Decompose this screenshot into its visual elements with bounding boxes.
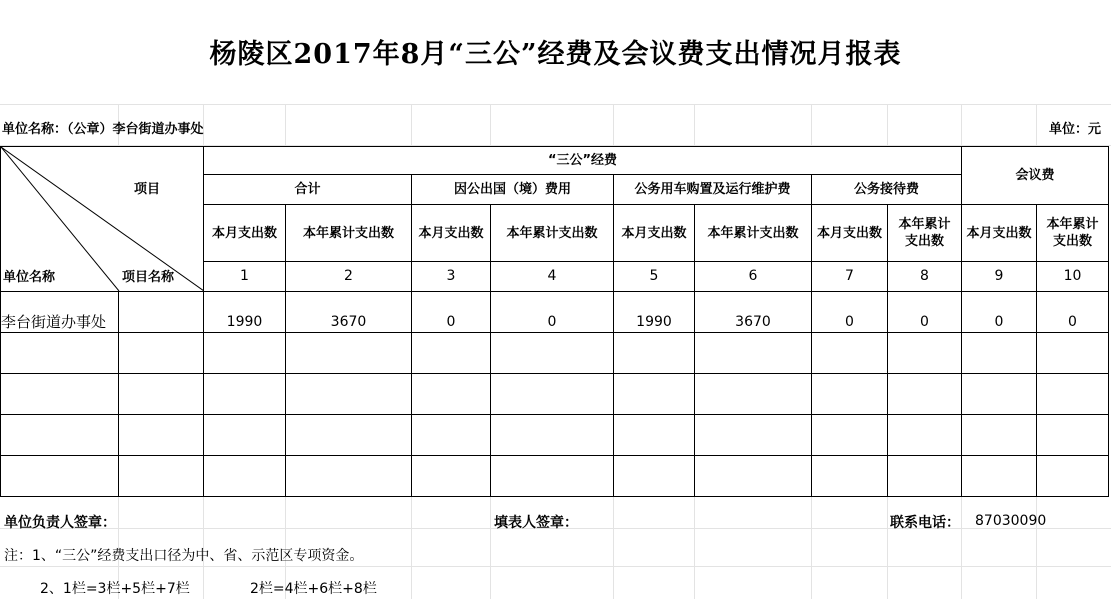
col-number-2: 2 <box>286 262 412 292</box>
phone-label: 联系电话： <box>890 515 960 531</box>
row-value-7: 0 <box>812 292 888 333</box>
table-row-empty <box>1 415 1109 456</box>
col-number-9: 9 <box>962 262 1037 292</box>
header-abroad: 因公出国（境）费用 <box>412 175 614 205</box>
header-meeting: 会议费 <box>962 147 1109 205</box>
col-number-5: 5 <box>614 262 695 292</box>
phone-number: 87030090 <box>975 513 1047 529</box>
note-2-b: 2栏=4栏+6栏+8栏 <box>250 581 377 597</box>
leader-signature-label: 单位负责人签章： <box>4 515 116 531</box>
report-table <box>0 146 1109 497</box>
col-number-4: 4 <box>491 262 614 292</box>
table-row-empty <box>1 333 1109 374</box>
col-number-6: 6 <box>695 262 812 292</box>
header-month-2: 本月支出数 <box>412 205 491 262</box>
row-value-9: 0 <box>962 292 1037 333</box>
header-month-5: 本月支出数 <box>962 205 1037 262</box>
col-number-3: 3 <box>412 262 491 292</box>
header-sangong: “三公”经费 <box>204 147 962 175</box>
header-total: 合计 <box>204 175 412 205</box>
header-reception: 公务接待费 <box>812 175 962 205</box>
header-month-3: 本月支出数 <box>614 205 695 262</box>
unit-name-label: 单位名称：（公章）李台街道办事处 <box>2 122 204 137</box>
header-ytd-3: 本年累计支出数 <box>695 205 812 262</box>
table-row-empty <box>1 374 1109 415</box>
row-value-1: 1990 <box>204 292 286 333</box>
header-unit-name: 单位名称 <box>3 270 56 285</box>
header-ytd-2: 本年累计支出数 <box>491 205 614 262</box>
header-ytd-4 <box>888 205 962 262</box>
header-vehicle: 公务用车购置及运行维护费 <box>614 175 812 205</box>
header-ytd-1: 本年累计支出数 <box>286 205 412 262</box>
col-number-8: 8 <box>888 262 962 292</box>
note-2-a: 2、1栏=3栏+5栏+7栏 <box>40 581 190 597</box>
header-ytd-5-line1: 本年累计 <box>1046 217 1099 232</box>
filler-signature-label: 填表人签章： <box>494 515 578 531</box>
table-row <box>1 292 1109 333</box>
header-ytd-5 <box>1037 205 1109 262</box>
row-item <box>119 292 204 333</box>
header-ytd-4-line2: 支出数 <box>904 234 944 249</box>
row-value-3: 0 <box>412 292 491 333</box>
row-value-4: 0 <box>491 292 614 333</box>
header-month-4: 本月支出数 <box>812 205 888 262</box>
diagonal-header-cell <box>1 147 204 292</box>
table-row-empty <box>1 456 1109 497</box>
row-value-5: 1990 <box>614 292 695 333</box>
row-unit-name: 李台街道办事处 <box>1 292 119 333</box>
header-ytd-4-line1: 本年累计 <box>898 217 951 232</box>
header-month-1: 本月支出数 <box>204 205 286 262</box>
report-title: 杨陵区2017年8月“三公”经费及会议费支出情况月报表 <box>209 39 902 70</box>
header-ytd-5-line2: 支出数 <box>1052 234 1092 249</box>
col-number-1: 1 <box>204 262 286 292</box>
row-value-6: 3670 <box>695 292 812 333</box>
col-number-10: 10 <box>1037 262 1109 292</box>
row-value-10: 0 <box>1037 292 1109 333</box>
header-item-name: 项目名称 <box>122 270 175 285</box>
header-item: 项目 <box>134 182 161 197</box>
col-number-7: 7 <box>812 262 888 292</box>
row-value-2: 3670 <box>286 292 412 333</box>
note-1: 注：1、“三公”经费支出口径为中、省、示范区专项资金。 <box>4 548 364 564</box>
currency-unit: 单位：元 <box>1049 122 1102 137</box>
row-value-8: 0 <box>888 292 962 333</box>
